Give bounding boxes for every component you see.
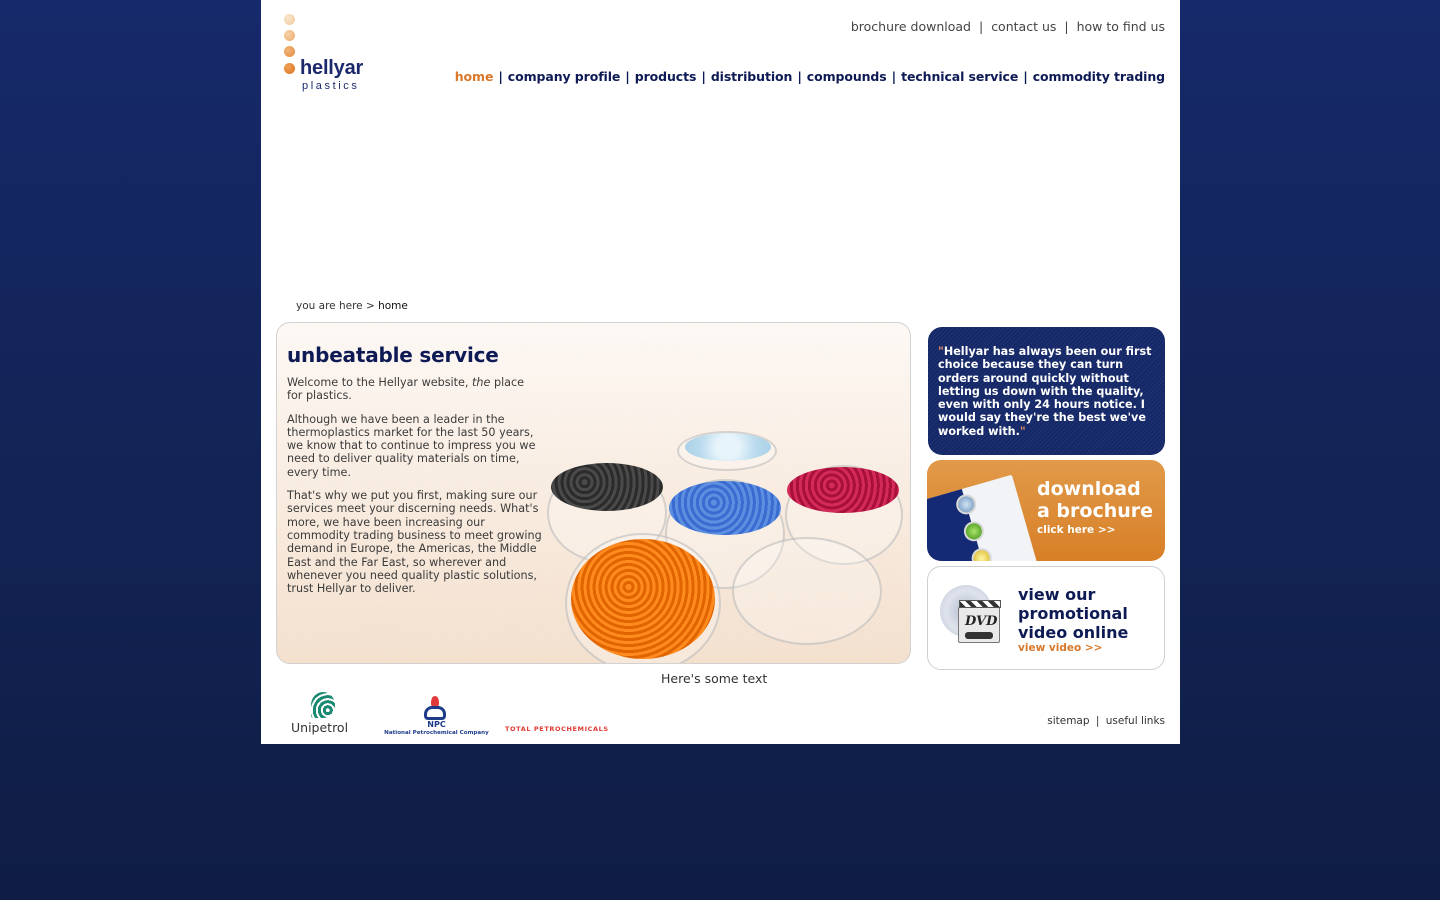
nav-products[interactable]: products (634, 69, 697, 84)
separator: | (891, 69, 897, 84)
separator: | (625, 69, 630, 84)
video-title-line: promotional (1018, 604, 1128, 623)
breadcrumb-current: home (378, 300, 408, 312)
separator: | (797, 69, 802, 84)
utility-nav (851, 19, 1165, 34)
brochure-title (1037, 478, 1153, 522)
plastic-pellets-image (547, 423, 907, 664)
testimonial-card (928, 327, 1165, 455)
nav-home[interactable]: home (454, 69, 494, 84)
contact-us-link[interactable]: contact us (991, 19, 1057, 34)
unipetrol-mark-icon (311, 692, 335, 718)
logo-dot-icon (284, 46, 295, 57)
hero-paragraph: That's why we put you first, making sure our services meet your discerning needs. What's more, we have been increasing our commodity trading business to meet growing demand in Europe, the Americas, the Middle East and the Far East, so wherever and whenever you need quality plastic solutions, trust Hellyar to deliver. (287, 489, 542, 596)
npc-mark-icon (424, 706, 446, 720)
hero-heading: unbeatable service (287, 343, 499, 367)
hellyar-logo[interactable] (283, 12, 383, 96)
close-quote: " (1019, 424, 1026, 438)
nav-company-profile[interactable]: company profile (507, 69, 621, 84)
logo-tagline: plastics (302, 80, 360, 92)
separator: | (1023, 69, 1028, 84)
download-brochure-button[interactable] (927, 460, 1165, 561)
intro-text: place for plastics. (287, 376, 525, 403)
separator: | (1095, 715, 1100, 727)
nav-commodity-trading[interactable]: commodity trading (1032, 69, 1165, 84)
hero-intro (287, 376, 542, 403)
page-container (261, 0, 1180, 744)
blue-pellets-icon (669, 481, 781, 535)
separator: | (701, 69, 706, 84)
testimonial-text: Hellyar has always been our first choice because they can turn orders around quickly without letting us down with the quality, even with only 24 hours notice. I would say they're the best we've worked with. (938, 345, 1152, 438)
footer-links (1047, 715, 1165, 727)
breadcrumb (296, 300, 408, 312)
rom-label (965, 632, 993, 639)
total-petrochemicals-logo[interactable]: TOTAL PETROCHEMICALS (505, 725, 609, 733)
intro-emphasis: the (472, 376, 491, 389)
empty-bowl-icon (732, 537, 882, 645)
main-nav (455, 69, 1165, 84)
nav-distribution[interactable]: distribution (710, 69, 793, 84)
brochure-title-line: a brochure (1037, 500, 1154, 522)
sitemap-link[interactable]: sitemap (1047, 715, 1090, 727)
npc-logo[interactable] (384, 696, 489, 740)
separator: | (978, 19, 984, 34)
video-title-line: view our (1018, 585, 1096, 604)
logo-dot-icon (284, 63, 295, 74)
dvd-label: DVD (965, 614, 998, 629)
video-title (1018, 585, 1128, 642)
nav-technical-service[interactable]: technical service (901, 69, 1019, 84)
brochure-download-link[interactable]: brochure download (850, 19, 971, 34)
open-quote: " (938, 345, 944, 358)
clapperboard-icon (958, 607, 1000, 643)
separator: | (1064, 19, 1069, 34)
video-cta: view video >> (1018, 642, 1103, 654)
breadcrumb-prefix: you are here > (296, 300, 375, 312)
separator: | (498, 69, 503, 84)
unipetrol-label: Unipetrol (291, 720, 349, 735)
brochure-title-line: download (1037, 478, 1141, 500)
npc-full-name: National Petrochemical Company (384, 730, 489, 736)
partner-logos (289, 692, 629, 742)
clapper-stripes (959, 600, 1001, 608)
logo-name: hellyar (300, 57, 364, 79)
video-title-line: video online (1018, 623, 1129, 642)
useful-links-link[interactable]: useful links (1105, 715, 1165, 727)
npc-abbr: NPC (427, 720, 446, 729)
how-to-find-us-link[interactable]: how to find us (1076, 19, 1165, 34)
red-pellets-icon (787, 467, 899, 513)
hero-panel (276, 322, 911, 664)
logo-dot-icon (284, 14, 295, 25)
intro-text: Welcome to the Hellyar website, (287, 376, 473, 389)
orange-pellets-icon (571, 539, 715, 659)
hero-caption: Here's some text (661, 671, 768, 686)
logo-dot-icon (284, 30, 295, 41)
brochure-cta: click here >> (1037, 524, 1116, 536)
nav-compounds[interactable]: compounds (806, 69, 887, 84)
black-pellets-icon (551, 463, 663, 511)
hero-paragraph: Although we have been a leader in the thermoplastics market for the last 50 years, we know that to continue to impress you we need to deliver quality materials on time, every time. (287, 412, 536, 479)
brochure-icon (927, 475, 1038, 561)
hero-text (287, 376, 542, 605)
white-pellets-icon (685, 433, 771, 461)
unipetrol-logo[interactable] (291, 692, 356, 738)
view-video-button[interactable] (927, 566, 1165, 670)
